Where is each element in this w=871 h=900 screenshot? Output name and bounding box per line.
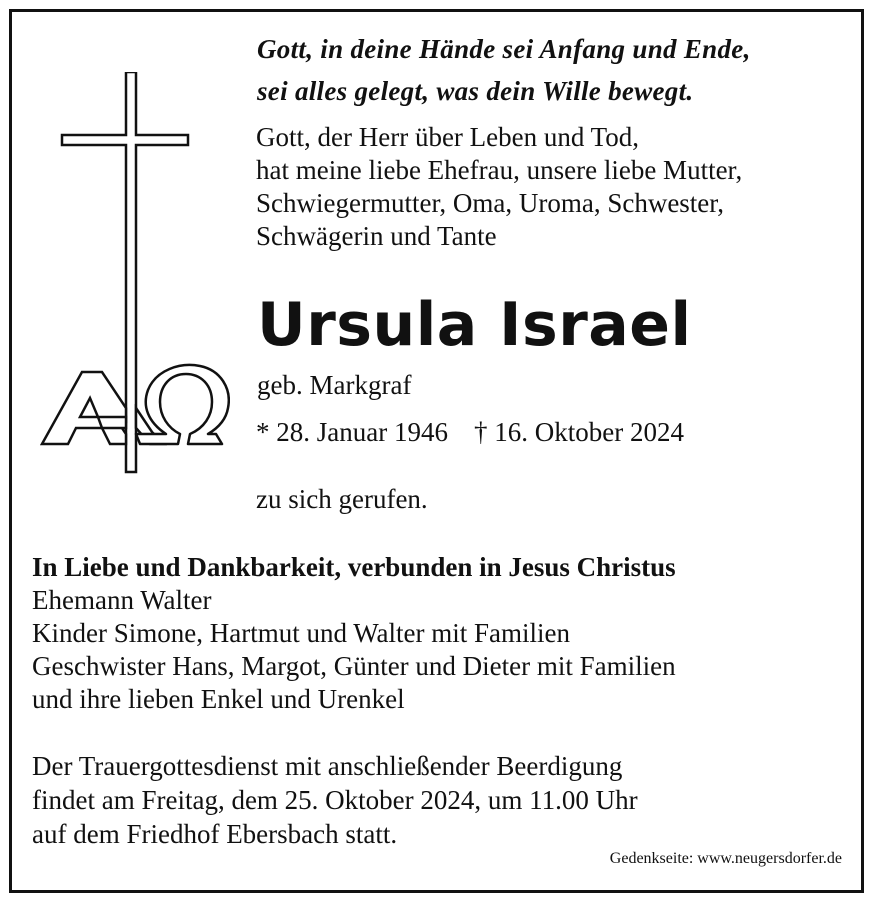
funeral-service-info — [32, 749, 638, 851]
intro-line: Schwägerin und Tante — [256, 221, 497, 251]
intro-text — [256, 121, 742, 253]
quote-verse — [257, 28, 751, 112]
birth-date: * 28. Januar 1946 — [256, 417, 448, 447]
intro-line: hat meine liebe Ehefrau, unsere liebe Mutter, — [256, 155, 743, 185]
called-home-text: zu sich gerufen. — [256, 484, 428, 514]
mourner-line: Geschwister Hans, Margot, Günter und Dieter mit Familien — [32, 651, 676, 681]
mourner-line: Kinder Simone, Hartmut und Walter mit Familien — [32, 618, 570, 648]
life-dates — [256, 416, 684, 449]
mourners-section — [32, 551, 676, 716]
service-line: findet am Freitag, dem 25. Oktober 2024, um 11.00 Uhr — [32, 785, 638, 815]
death-date: † 16. Oktober 2024 — [473, 417, 684, 447]
mourners-heading: In Liebe und Dankbarkeit, verbunden in Jesus Christus — [32, 552, 676, 582]
intro-line: Schwiegermutter, Oma, Uroma, Schwester, — [256, 188, 724, 218]
cross-alpha-omega-icon — [40, 72, 230, 474]
intro-line: Gott, der Herr über Leben und Tod, — [256, 122, 639, 152]
mourner-line: und ihre lieben Enkel und Urenkel — [32, 684, 405, 714]
service-line: auf dem Friedhof Ebersbach statt. — [32, 819, 398, 849]
memorial-page-link[interactable]: Gedenkseite: www.neugersdorfer.de — [609, 850, 842, 867]
quote-line: Gott, in deine Hände sei Anfang und Ende, — [257, 34, 751, 64]
mourner-line: Ehemann Walter — [32, 585, 212, 615]
birth-name: geb. Markgraf — [257, 370, 412, 400]
quote-line: sei alles gelegt, was dein Wille bewegt. — [257, 76, 694, 106]
deceased-name: Ursula Israel — [257, 290, 692, 360]
service-line: Der Trauergottesdienst mit anschließender Beerdigung — [32, 751, 623, 781]
